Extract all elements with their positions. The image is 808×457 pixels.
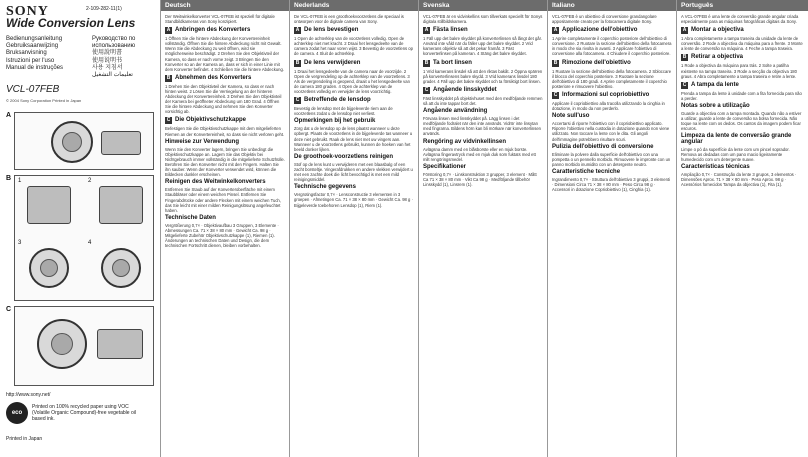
section-title: Retirar a objectiva bbox=[691, 54, 744, 61]
section-heading bbox=[165, 117, 285, 124]
subsections bbox=[165, 140, 285, 249]
step-number: 4 bbox=[88, 240, 92, 246]
lens-glass bbox=[40, 259, 58, 277]
section-heading bbox=[294, 60, 414, 67]
subsection-title: Limpeza da lente de conversão grande angular bbox=[681, 133, 792, 145]
subsection-title: Technische gegevens bbox=[294, 184, 356, 191]
lens-unit-illustration bbox=[97, 329, 143, 359]
section-heading bbox=[681, 82, 804, 89]
part-number: 2-109-282-11(1) bbox=[86, 6, 122, 12]
sections bbox=[294, 27, 414, 116]
language-list-right bbox=[92, 36, 156, 79]
column-header: Svenska bbox=[419, 0, 547, 11]
section-text: Fäst linsskyddet på objektivhuset med den medföljande remmen så att du inte tappar bort det. bbox=[423, 95, 543, 106]
subsection-title: Angående användning bbox=[423, 108, 488, 115]
lens-glass bbox=[112, 259, 130, 277]
section-letter-badge: B bbox=[424, 59, 429, 66]
lens-glass bbox=[62, 132, 82, 152]
intro-text: VCL-07FEB è un obiettivo di conversione grandangolare appositamente creato per la fotocamera digitale Sony. bbox=[552, 14, 657, 25]
subsection-title: Specifikationer bbox=[423, 163, 467, 170]
subsection-title: Note sull'uso bbox=[552, 113, 590, 120]
intro-text: VCL-07FEB är en vidvinkellins som tillverkats speciellt för Sonys digitala stillbildskamera. bbox=[423, 14, 543, 25]
column-header: Nederlands bbox=[290, 0, 418, 11]
subsection-text: Entfernen Sie Staub auf der Konverteroberfläche mit einem Staubbläser oder einem weichen Pinsel. Entfernen Sie Fingerabdrücke oder andere Flecken mit einem weichen Tuch, das Sie leicht mit einer milden Reinigungslösung angefeuchtet haben. bbox=[165, 187, 281, 213]
column-body bbox=[677, 11, 808, 192]
section-title: Ta bort linsen bbox=[433, 59, 472, 66]
section-text: 1 Open de achterklep van de voorzetlens volledig. Open de achterklep niet met kracht. 2 Draai het lensgedeelte van de camera zodat het naar voren wijst. 3 Bevestig de voorzetlens op de camera. 4 Sluit de achterklep. bbox=[294, 36, 413, 57]
section-text: 1 Ruotare la sezione dell'obiettivo della fotocamera. 2 Sbloccare il blocco del coperchio posteriore. 3 Ruotare la sezione dell'obiettivo di 180 gradi. 4 Aprire completamente il coperchio posteriore e rimuovere l'obiettivo. bbox=[552, 68, 672, 89]
subsection-title: De groothoek-voorzetlens reinigen bbox=[294, 153, 394, 160]
column-body bbox=[419, 11, 547, 192]
section-heading bbox=[294, 97, 414, 104]
column-header: Deutsch bbox=[161, 0, 289, 11]
figure-label-b: B bbox=[6, 175, 12, 182]
section-letter-badge: A bbox=[553, 27, 558, 34]
printed-in: Printed in Japan bbox=[6, 436, 43, 442]
subsection-text: Stof op de lens kunt u verwijderen met een blaasbalg of een zacht borsteltje. Vingerafdrukken en andere vlekken verwijdert u met een zachte doek die licht bevochtigd is met een mild reinigingsmiddel. bbox=[294, 161, 413, 183]
subsection-title: Notas sobre a utilização bbox=[681, 102, 750, 109]
section-text: 1 Fäll upp det bakre skyddet på konverterlinsen så långt det går. Använd inte våld när du fäller upp det bakre skyddet. 2 Vrid kamerans objektiv så att det pekar framåt. 3 Fäst konverterlinsen på kameran. 4 Stäng det bakre skyddet. bbox=[423, 36, 542, 57]
language-item: Gebruiksaanwijzing bbox=[6, 43, 59, 50]
language-column bbox=[676, 0, 808, 457]
section-title: Betreffende de lensdop bbox=[304, 96, 371, 103]
section-title: Fästa linsen bbox=[433, 27, 468, 34]
lens-illustration bbox=[29, 248, 69, 288]
language-item: использованию bbox=[92, 43, 136, 50]
recycled-notice: Printed on 100% recycled paper using VOC (Volatile Organic Compound)-free vegetable oil based ink. bbox=[32, 404, 136, 422]
section-heading bbox=[294, 27, 414, 34]
section-title: De lens verwijderen bbox=[304, 59, 361, 66]
section-heading bbox=[681, 54, 804, 61]
section-letter-badge: A bbox=[295, 27, 300, 34]
section-heading bbox=[423, 87, 543, 94]
subsection-title: Hinweise zur Verwendung bbox=[165, 138, 240, 145]
language-item: 사용 지침서 bbox=[92, 64, 123, 71]
figure-label-a: A bbox=[6, 112, 12, 119]
subsection-text: Ingrandimento 0,7× · Struttura dell'obiettivo 3 gruppi, 3 elementi · Dimensioni Circa 71 × 38 × 80 mm · Peso Circa 98 g · Accessori in dotazione Copriobiettivo (1), Cinghia (1). bbox=[552, 177, 671, 193]
section-text: Befestigen Sie die Objektivschutzkappe mit dem mitgelieferten Riemen an der Konvertereinheit, so dass sie nicht verloren geht. bbox=[165, 126, 285, 137]
language-item: Руководство по bbox=[92, 36, 136, 42]
subsection-text: Wenn Sie den Konverter lagern, bringen Sie unbedingt die Objektivschutzkappe an. Lagern Sie das Objektiv bei Nichtgebrauch immer vollständig in die mitgelieferte Schutzhülle. Berühren Sie den Konverter nicht mit den Fingern. Halten Sie ihn sauber. Wenn der Konverter verwendet wird, können die Bildecken dunkler erscheinen. bbox=[165, 146, 285, 178]
language-column bbox=[160, 0, 289, 457]
section-title: Abnehmen des Konverters bbox=[175, 74, 252, 81]
section-heading bbox=[552, 27, 672, 34]
language-list-left bbox=[6, 36, 86, 72]
section-heading bbox=[423, 60, 543, 67]
subsection-text: Avlägsna damm med en blåsborste eller en mjuk borste. Avlägsna fingeravtryck med en mjuk duk som fuktats med ett milt rengöringsmedel. bbox=[423, 146, 536, 162]
language-item: Bedienungsanleitung bbox=[6, 36, 63, 42]
language-item: 使用說明書 bbox=[92, 50, 123, 57]
intro-text: Der Weitwinkelkonverter VCL-07FEB ist speziell für digitale Standbildkameras von Sony konzipiert. bbox=[165, 14, 275, 25]
lens-glass bbox=[51, 333, 73, 355]
website-url: http://www.sony.net/ bbox=[6, 392, 51, 398]
section-text: Prenda a tampa da lente à unidade com a fita fornecida para não a perder. bbox=[681, 90, 802, 101]
subsection-title: Opmerkingen bij het gebruik bbox=[294, 118, 376, 125]
section-title: Informazioni sul copriobiettivo bbox=[562, 91, 650, 98]
section-heading bbox=[552, 92, 672, 99]
language-item: Manual de instruções bbox=[6, 64, 64, 71]
section-title: Angående linsskyddet bbox=[433, 86, 497, 93]
section-title: A tampa da lente bbox=[691, 81, 739, 88]
subsection-text: Guarde a objectiva com a tampa montada. Quando não a estiver a utilizar, guarde a lente de conversão na bolsa fornecida. Não toque na lente com os dedos. Os cantos da imagem podem ficar escuros. bbox=[681, 111, 802, 132]
subsection-title: Pulizia dell'obiettivo di conversione bbox=[552, 143, 654, 150]
subsections bbox=[294, 119, 414, 207]
subsection-text: Zorg dat u de lensdop op de lens plaatst wanneer u deze opbergt. Plaats de voorzetlens in de bijgeleverde tas wanneer u deze niet gebruikt. Raak de lens niet met uw vingers aan. Wanneer u de voorzetlens gebruikt, kunnen de hoeken van het beeld donker lijken. bbox=[294, 126, 413, 152]
section-text: 1 Draai het lensgedeelte van de camera naar de voorzijde. 2 Open de vergrendeling op de achterklep van de voorzetlens. 3 Als de vergrendeling is geopend, draait u het lensgedeelte van de camera 180 graden. 4 Open de achterklep van de voorzetlens volledig en verwijder de lens voorzichtig. bbox=[294, 68, 410, 94]
section-text: Applicare il copriobiettivo alla tracolla utilizzando la cinghia in dotazione, in modo da non perderlo. bbox=[552, 100, 665, 112]
section-title: Die Objektivschutzkappe bbox=[175, 117, 247, 124]
language-column bbox=[289, 0, 418, 457]
section-heading bbox=[165, 27, 285, 34]
section-text: 1 Vrid kamerans linsdel så att den riktas bakåt. 2 Öppna spärren på konverterlinsens bakre skydd. 3 Vrid kamerans linsdel 180 grader. 4 Fäll upp det bakre skyddet och ta försiktigt bort linsen. bbox=[423, 68, 543, 84]
language-column bbox=[418, 0, 547, 457]
section-heading bbox=[165, 75, 285, 82]
language-item: Bruksanvisning bbox=[6, 50, 47, 57]
section-title: De lens bevestigen bbox=[304, 27, 359, 34]
figure-label-c: C bbox=[6, 306, 12, 313]
camera-illustration bbox=[99, 186, 143, 224]
lens-illustration bbox=[101, 248, 141, 288]
subsection-title: Características técnicas bbox=[681, 163, 750, 170]
copyright: © 2004 Sony Corporation Printed in Japan bbox=[6, 98, 82, 103]
section-text: 1 Öffnen Sie die hintere Abdeckung der Konvertereinheit vollständig. Öffnen Sie die hintere Abdeckung nicht mit Gewalt. Wenn Sie die Abdeckung zu weit öffnen, wird sie möglicherweise beschädigt. 2 Drehen Sie den Objektivteil der Kamera, so dass er nach vorne zeigt. 3 Bringen Sie den Konverter so an der Kamera an, dass er sich in einer Linie mit dem Konverter befindet. 4 Schließen Sie die hintere Abdeckung. bbox=[165, 36, 284, 72]
section-letter-badge: B bbox=[553, 59, 558, 66]
subsections bbox=[552, 114, 672, 192]
figure-a bbox=[14, 112, 154, 170]
cover-panel bbox=[0, 0, 158, 457]
lens-illustration bbox=[51, 121, 93, 163]
language-item: 使用说明书 bbox=[92, 57, 123, 64]
column-header: Português bbox=[677, 0, 808, 11]
subsection-title: Caratteristiche tecniche bbox=[552, 168, 621, 175]
column-header: Italiano bbox=[548, 0, 676, 11]
subsection-title: Technische Daten bbox=[165, 214, 216, 221]
section-letter-badge: A bbox=[166, 27, 171, 34]
subsection-text: Ampliação 0,7× · Construção da lente 3 grupos, 3 elementos · Dimensões Aprox. 71 × 38 × 80 mm · Peso Aprox. 98 g · Acessórios fornecidos Tampa da objectiva (1), Fita (1). bbox=[681, 171, 797, 188]
section-letter-badge: C bbox=[553, 91, 558, 98]
section-text: 1 Aprire completamente il coperchio posteriore dell'obiettivo di conversione. 2 Ruotare la sezione dell'obiettivo della fotocamera in modo che sia rivolta in avanti. 3 Applicare l'obiettivo di conversione alla fotocamera. 4 Chiudere il coperchio posteriore. bbox=[552, 36, 672, 57]
section-heading bbox=[423, 27, 543, 34]
sections bbox=[552, 27, 672, 111]
subsection-title: Reinigen des Weitwinkelkonverters bbox=[165, 179, 266, 186]
section-text: 1 Drehen Sie den Objektivteil der Kamera, so dass er nach hinten weist. 2 Lösen Sie die Verriegelung an der hinteren Abdeckung der Konvertereinheit. 3 Drehen Sie den Objektivteil der Kamera bei geöffneter Abdeckung um 180 Grad. 4 Öffnen Sie die hintere Abdeckung und nehmen Sie den Konverter vorsichtig ab. bbox=[165, 83, 282, 115]
column-body bbox=[548, 11, 676, 197]
section-text: Bevestig de lensdop met de bijgeleverde riem aan de voorzetlens zodat u de lensdop niet verliest. bbox=[294, 106, 393, 117]
section-letter-badge: A bbox=[682, 27, 687, 34]
language-column bbox=[547, 0, 676, 457]
subsection-text: Accertarsi di riporre l'obiettivo con il copriobiettivo applicato. Riporre l'obiettivo nella custodia in dotazione quando non viene utilizzato. Non toccare la lente con le dita. Gli angoli dell'immagine potrebbero risultare scuri. bbox=[552, 121, 670, 142]
camera-illustration bbox=[27, 186, 71, 224]
language-item: تعليمات التشغيل bbox=[92, 72, 133, 79]
sections bbox=[423, 27, 543, 106]
subsection-text: Limpe o pó da superfície da lente com um pincel soprador. Remova as dedadas com um pano macio ligeiramente humedecido com um detergente suave. bbox=[681, 146, 790, 162]
subsection-text: Förvara linsen med linsskyddet på. Lägg linsen i det medföljande fodralet när den inte används. Vidrör inte linsytan med fingrarna. Bildens hörn kan bli mörkare när konverterlinsen används. bbox=[423, 116, 542, 137]
figure-b bbox=[14, 175, 154, 301]
step-number: 2 bbox=[88, 178, 92, 184]
section-heading bbox=[552, 60, 672, 67]
section-letter-badge: B bbox=[682, 54, 687, 61]
language-item: Istruzioni per l'uso bbox=[6, 57, 55, 64]
subsection-text: Förstoring 0,7× · Linskonstruktion 3 grupper, 3 element · Mått Ca 71 × 38 × 80 mm · Vikt Ca 98 g · Medföljande tillbehör Linsskydd (1), Linsrem (1). bbox=[423, 171, 537, 188]
camera-illustration bbox=[101, 131, 141, 155]
section-letter-badge: C bbox=[166, 117, 171, 124]
figure-c bbox=[14, 306, 154, 386]
section-letter-badge: C bbox=[424, 86, 429, 93]
subsection-text: Vergrotingsfactor 0,7× · Lensconstructie 3 elementen in 3 groepen · Afmetingen Ca. 71 × 38 × 80 mm · Gewicht Ca. 98 g · Bijgeleverde toebehoren Lensdop (1), Riem (1). bbox=[294, 192, 413, 208]
brand-logo: SONY bbox=[6, 4, 49, 19]
step-number: 3 bbox=[18, 240, 22, 246]
subsection-title: Rengöring av vidvinkellinsen bbox=[423, 138, 507, 145]
eco-logo: eco bbox=[6, 402, 28, 424]
section-letter-badge: A bbox=[424, 27, 429, 34]
column-body bbox=[290, 11, 418, 213]
sections bbox=[681, 27, 804, 101]
sections bbox=[165, 27, 285, 136]
step-number: 1 bbox=[18, 178, 22, 184]
intro-text: De VCL-07FEB is een groothoekvoorzetlens die speciaal is ontworpen voor de digitale camera van Sony. bbox=[294, 14, 404, 25]
section-heading bbox=[681, 27, 804, 34]
section-text: 1 Rode a objectiva da máquina para trás. 2 Solte a patilha existente na tampa traseira. 3 Rode a secção da objectiva 180 graus. 4 Abra completamente a tampa traseira e retire a lente. bbox=[681, 63, 797, 79]
subsections bbox=[423, 109, 543, 187]
section-title: Rimozione dell'obiettivo bbox=[562, 59, 631, 66]
section-text: 1 Abra completamente a tampa traseira da unidade da lente de conversão. 2 Rode a objectiva da máquina para a frente. 3 Monte a lente de conversão na máquina. 4 Feche a tampa traseira. bbox=[681, 36, 803, 52]
section-title: Applicazione dell'obiettivo bbox=[562, 27, 638, 34]
intro-text: A VCL-07FEB é uma lente de conversão grande angular criada especialmente para as máquinas fotográficas digitais da Sony. bbox=[681, 14, 799, 25]
model-number: VCL-07FEB bbox=[6, 84, 60, 95]
section-letter-badge: C bbox=[682, 81, 687, 88]
section-letter-badge: B bbox=[295, 59, 300, 66]
column-body bbox=[161, 11, 289, 253]
section-letter-badge: C bbox=[295, 97, 300, 104]
lens-cap-illustration bbox=[37, 319, 87, 369]
section-title: Anbringen des Konverters bbox=[175, 27, 251, 34]
section-letter-badge: B bbox=[166, 74, 171, 81]
subsections bbox=[681, 104, 804, 187]
product-title: Wide Conversion Lens bbox=[6, 16, 136, 30]
section-title: Montar a objectiva bbox=[691, 27, 744, 34]
subsection-text: Vergrößerung 0,7× · Objektivaufbau 3 Gruppen, 3 Elemente · Abmessungen Ca. 71 × 38 × 80 mm · Gewicht Ca. 98 g · Mitgelieferte Zubehör Objektivschutzkappe (1), Riemen (1). Änderungen an technischen Daten und Design, die dem technischen Fortschritt dienen, bleiben vorbehalten. bbox=[165, 222, 279, 249]
subsection-text: Eliminare la polvere dalla superficie dell'obiettivo con una pompetta o un pennello morbido. Rimuovere le impronte con un panno morbido inumidito con un detergente neutro. bbox=[552, 151, 671, 167]
